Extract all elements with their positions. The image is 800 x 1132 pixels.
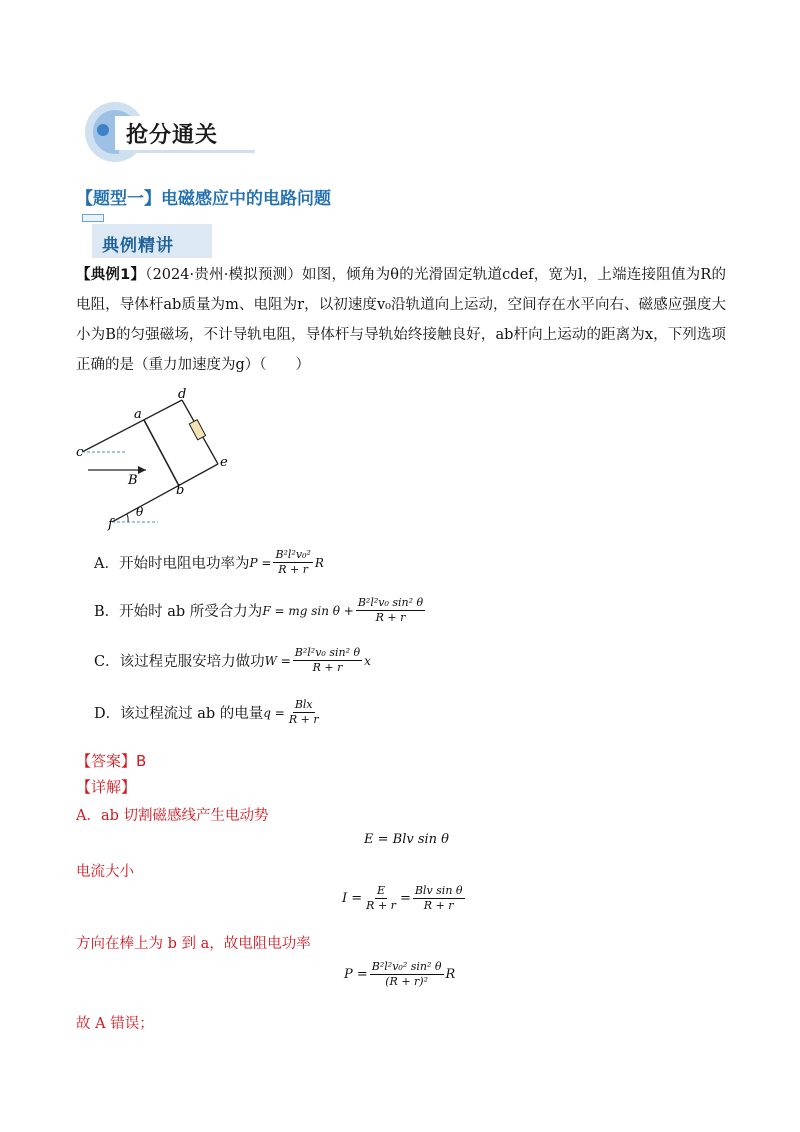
option-d[interactable]: D．该过程流过 ab 的电量 q = $\frac{\text{Blx}}{R + r}$ xyxy=(94,698,319,726)
label-theta: θ xyxy=(136,505,144,519)
option-a-fraction: $\frac{\text{B²l²v₀²}}{R + r}$ xyxy=(275,548,311,576)
option-c-fraction: $\frac{\text{B²l²v₀ sin² θ}}{R + r}$ xyxy=(294,646,361,674)
option-b-fraction: $\frac{\text{B²l²v₀ sin² θ}}{R + r}$ xyxy=(357,596,424,624)
label-B: B xyxy=(128,473,138,488)
label-e: e xyxy=(220,455,228,470)
banner-title: 抢分通关 xyxy=(126,123,219,148)
detail-line-3: 方向在棒上为 b 到 a，故电阻电功率 xyxy=(76,936,311,952)
label-b: b xyxy=(176,483,185,498)
label-a: a xyxy=(134,407,142,422)
question-label: 【典例1】 xyxy=(76,267,146,283)
equation-emf: E = Blv sin θ xyxy=(364,832,449,847)
label-d: d xyxy=(178,388,187,402)
detail-label: 【详解】 xyxy=(76,778,137,796)
answer-label: 【答案】B xyxy=(76,752,147,770)
question-paragraph xyxy=(76,260,726,380)
option-d-fraction: $\frac{\text{Blx}}{R + r}$ xyxy=(288,698,319,726)
rail-diagram xyxy=(72,388,242,538)
section-title: 【题型一】电磁感应中的电路问题 xyxy=(76,189,331,209)
label-c: c xyxy=(76,445,84,460)
option-b[interactable]: B．开始时 ab 所受合力为 F = mg sin θ + $\frac{\text{B²l²v₀ sin² θ}}{R + r}$ xyxy=(94,596,424,624)
detail-line-2: 电流大小 xyxy=(76,864,134,880)
option-a[interactable]: A．开始时电阻电功率为 P = $\frac{\text{B²l²v₀²}}{R + r}$ R xyxy=(94,548,324,576)
equation-current: I = $\frac{E}{R + r}$ = $\frac{\text{Blv sin θ}}{R + r}$ xyxy=(342,884,463,912)
decorative-box xyxy=(82,214,104,222)
option-c[interactable]: C．该过程克服安培力做功 W = $\frac{\text{B²l²v₀ sin² θ}}{R + r}$ x xyxy=(94,646,371,674)
detail-line-1: A．ab 切割磁感线产生电动势 xyxy=(76,808,269,824)
question-text: （2024·贵州·模拟预测）如图，倾角为θ的光滑固定轨道cdef，宽为l，上端连接阻值为R的电阻，导体杆ab质量为m、电阻为r，以初速度v₀沿轨道向上运动，空间存在水平向右、磁感应强度大小为B的匀强磁场，不计导轨电阻，导体杆与导轨始终接触良好，ab杆向上运动的距离为x，下列选项正确的是（重力加速度为g）（ ） xyxy=(76,267,726,373)
label-f: f xyxy=(108,517,113,532)
detail-line-4: 故 A 错误； xyxy=(76,1016,154,1032)
equation-power: P = $\frac{\text{B²l²v₀² sin² θ}}{\text{(R + r)²}}$ R xyxy=(344,960,456,988)
subhead-label: 典例精讲 xyxy=(102,236,174,256)
